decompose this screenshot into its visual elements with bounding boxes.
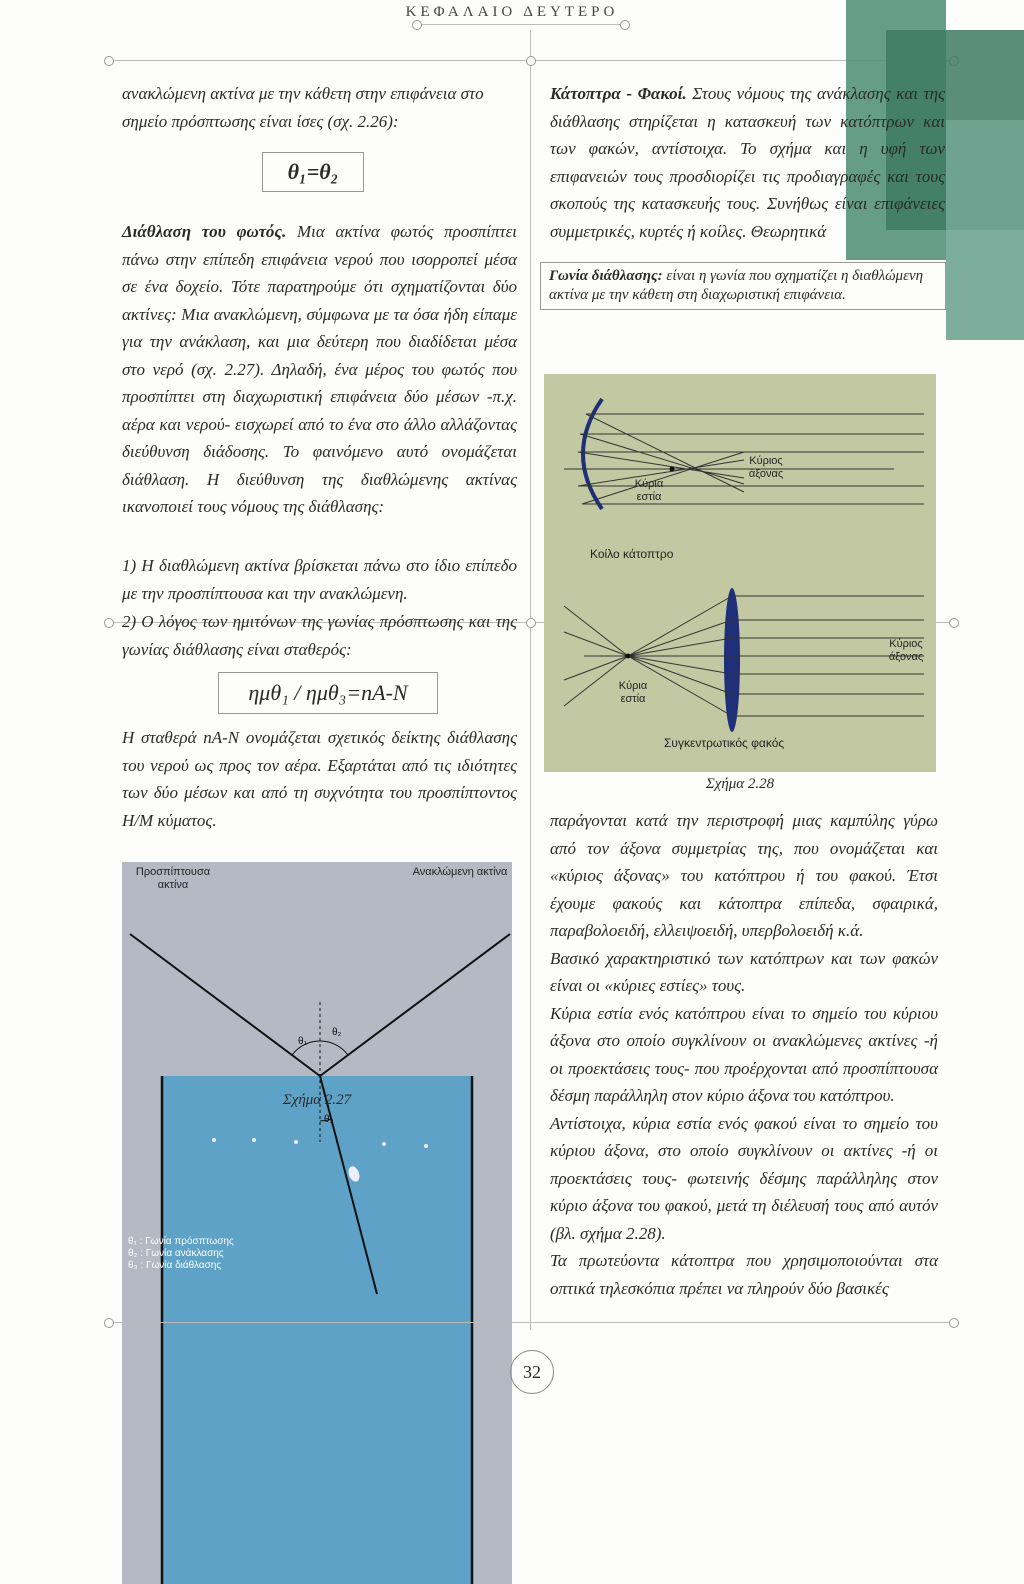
figure-2-28 (544, 374, 936, 772)
constant-paragraph: Η σταθερά nA-N ονομάζεται σχετικός δείκτης διάθλασης του νερού ως προς τον αέρα. Εξαρτάται από τις ιδιότητες των δύο μέσων και από τη συχνότητα του προσπίπτοντος Η/Μ κύματος. (122, 728, 517, 830)
caption-2-28: Σχήμα 2.28 (705, 776, 775, 792)
chapter-header: ΚΕΦΑΛΑΙΟ ΔΕΥΤΕΡΟ (405, 4, 619, 20)
caption-2-27: Σχήμα 2.27 (282, 1092, 352, 1108)
refraction-paragraph: Διάθλαση του φωτός. Μια ακτίνα φωτός προσπίπτει πάνω στην επίπεδη επιφάνεια νερού που ισορροπεί μέσα σε ένα δοχείο. Τότε παρατηρούμε ότι σχηματίζονται δύο ακτίνες: Μια ανακλώμενη, σύμφωνα με τα όσα ήδη είπαμε για την ανάκλαση, και μια δεύτερη που διαδίδεται μέσα στο νερό (σχ. 2.27). Δηλαδή, ένα μέρος του φωτός που προσπίπτει στη διαχωριστική επιφάνεια δύο μέσων -π.χ. αέρα και νερού- εισχωρεί από το ένα στο άλλο αλλάζοντας διεύθυνση διάδοσης. Το φαινόμενο αυτό ονομάζεται διάθλαση. Η διεύθυνση της διαθλώμενης ακτίνας ικανοποιεί τους νόμους της διάθλασης: (122, 222, 517, 516)
right-continuation: παράγονται κατά την περιστροφή μιας καμπύλης γύρω από τον άξονα συμμετρίας της, που ονομάζεται και «κύριος άξονας» του κατόπτρου ή του φακού. Έτσι έχουμε φακούς και κάτοπτρα επίπεδα, σφαιρικά, παραβολοειδή, ελλειψοειδή, υπερβολοειδή κ.ά. Βασικό χαρακτηριστικό των κατόπτρων και των φακών είναι οι «κύριες εστίες» τους. Κύρια εστία ενός κατόπτρου είναι το σημείο του κύριου άξονα στο οποίο συγκλίνουν οι ανακλώμενες ακτίνες -ή οι προεκτάσεις τους- που προέρχονται από προσπίπτουσα δέσμη παράλληλη στον κύριο άξονα του κατόπτρου. Αντίστοιχα, κύρια εστία ενός φακού είναι το σημείο του κύριου άξονα, στο οποίο συγκλίνουν οι ακτίνες -ή οι προεκτάσεις τους- φωτεινής δέσμης παράλληλης στον κύριο άξονα του φακού, μετά τη διέλευσή τους από αυτόν (βλ. σχήμα 2.28). Τα πρωτεύοντα κάτοπτρα που χρησιμοποιούνται στα οπτικά τηλεσκόπια πρέπει να πληρούν δύο βασικές (550, 811, 938, 1298)
refraction-title: Διάθλαση του φωτός. (122, 222, 287, 241)
incident-ray-label: Προσπίπτουσα ακτίνα (135, 866, 211, 891)
mirror-focus-label: Κύρια εστία (634, 478, 664, 503)
mirror-focus-point (670, 467, 675, 472)
bottom-rule (108, 1322, 958, 1323)
law-2: 2) Ο λόγος των ημιτόνων της γωνίας πρόσπτωσης και της γωνίας διάθλασης είναι σταθερός: (122, 612, 517, 659)
definition-box: Γωνία διάθλασης: είναι η γωνία που σχηματίζει η διαθλώμενη ακτίνα με την κάθετη στη διαχωριστική επιφάνεια. (540, 262, 946, 310)
reflected-ray-label: Ανακλώμενη ακτίνα (412, 866, 508, 878)
concave-mirror-label: Κοίλο κάτοπτρο (590, 547, 674, 561)
incident-ray (130, 934, 320, 1076)
theta1-label: θ₁ (298, 1036, 307, 1047)
lens-shape (724, 588, 740, 732)
header-rule (418, 24, 628, 25)
figure-legend: θ₁ : Γωνία πρόσπτωσης θ₂ : Γωνία ανάκλασης θ₃ : Γωνία διάθλασης (128, 1236, 234, 1271)
header-ornament-left (412, 20, 422, 30)
reflected-ray (320, 934, 510, 1076)
page-number: 32 (510, 1350, 554, 1394)
figure-2-27-lines (122, 862, 512, 1584)
bottom-ornament-left (104, 1318, 114, 1328)
theta2-label: θ₂ (332, 1027, 342, 1038)
mirrors-paragraph: Κάτοπτρα - Φακοί. Στους νόμους της ανάκλασης και της διάθλασης στηρίζεται η κατασκευή των κατόπτρων και των φακών, αντίστοιχα. Το σχήμα και η υφή των επιφανειών τους προσδιορίζει τις προδιαγραφές και τους σκοπούς της κατασκευής τους. Συνήθως είναι επιφάνειες συμμετρικές, κυρτές ή κοίλες. Θεωρητικά (550, 84, 945, 241)
frame-ornament-bottom (526, 618, 536, 628)
header-ornament-right (620, 20, 630, 30)
frame-ornament-bottom-right (949, 618, 959, 628)
bottom-ornament-right (949, 1318, 959, 1328)
definition-title: Γωνία διάθλασης: (549, 268, 663, 284)
mirror-axis-label: Κύριος άξονας (748, 455, 784, 480)
lens-axis-label: Κύριος άξονας (888, 638, 924, 663)
lens-focus-point (626, 654, 631, 659)
mirrors-title: Κάτοπτρα - Φακοί. (550, 84, 687, 103)
frame-ornament-top (526, 56, 536, 66)
reflection-formula: θ₁=θ₂ (262, 152, 364, 192)
lens-focus-label: Κύρια εστία (618, 680, 648, 705)
snell-formula: ημθ₁ / ημθ₃=nA-N (218, 672, 438, 714)
column-divider (530, 30, 531, 1330)
law-1: 1) Η διαθλώμενη ακτίνα βρίσκεται πάνω στο ίδιο επίπεδο με την προσπίπτουσα και την ανακλώμενη. (122, 556, 517, 603)
theta3-label: θ₃ (324, 1114, 334, 1125)
frame-ornament-bottom-left (104, 618, 114, 628)
frame-ornament-top-left (104, 56, 114, 66)
intro-paragraph: ανακλώμενη ακτίνα με την κάθετη στην επιφάνεια στο σημείο πρόσπτωσης είναι ίσες (σχ. 2.26): (122, 84, 484, 131)
converging-lens-label: Συγκεντρωτικός φακός (664, 736, 785, 750)
